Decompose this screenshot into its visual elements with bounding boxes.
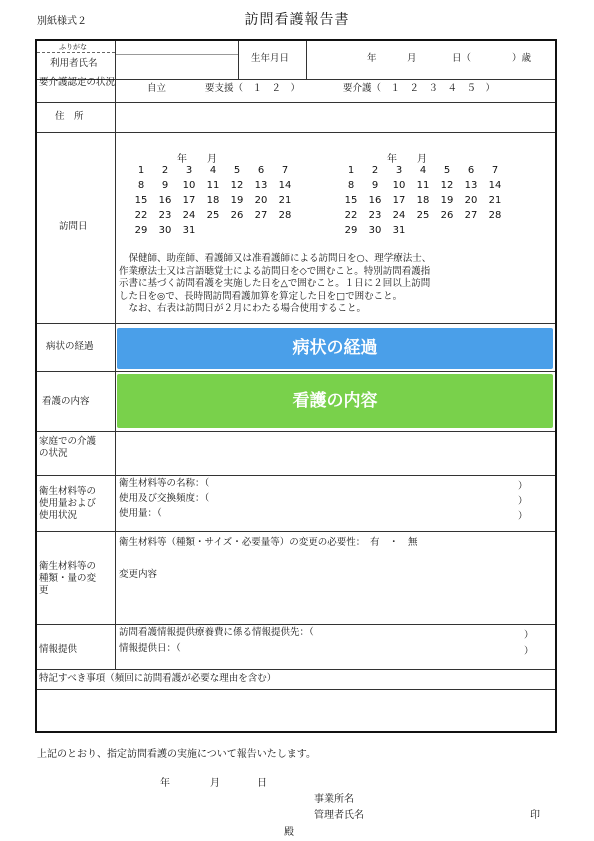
- label-column-divider: [115, 41, 116, 669]
- page-title: 訪問看護報告書: [244, 12, 350, 28]
- calendar-day[interactable]: 16: [158, 195, 172, 206]
- care-required[interactable]: 要介護（ １ ２ ３ ４ ５ ）: [343, 83, 496, 94]
- form-code: 別紙様式２: [37, 16, 87, 27]
- calendar-day[interactable]: 20: [464, 195, 478, 206]
- dob-year: 年: [367, 53, 377, 64]
- supply-amount-line[interactable]: 使用量：（: [119, 508, 162, 519]
- visit-notes: [119, 253, 541, 316]
- furigana-divider: [115, 54, 238, 55]
- calendar-day[interactable]: 25: [206, 210, 220, 221]
- label-line: 種類・量の変: [39, 573, 97, 584]
- calendar-day[interactable]: 27: [254, 210, 268, 221]
- patient-name-field[interactable]: [119, 57, 234, 75]
- calendar-day[interactable]: 24: [182, 210, 196, 221]
- supplies-usage-label: [39, 486, 96, 522]
- supplies-change-label: [39, 561, 96, 597]
- note-line: した日を◎で、長時間訪問看護加算を算定した日を□で囲むこと。: [119, 290, 403, 302]
- furigana-field[interactable]: [119, 42, 234, 53]
- calendar-day[interactable]: 19: [230, 195, 244, 206]
- office-name-label: 事業所名: [314, 794, 354, 805]
- calendar-day[interactable]: 25: [416, 210, 430, 221]
- calendar-left: [132, 150, 292, 240]
- calendar-day[interactable]: 4: [419, 165, 427, 176]
- condition-label: 病状の経過: [46, 341, 94, 352]
- calendar-day[interactable]: 21: [278, 195, 292, 206]
- paren-close: ）: [524, 646, 534, 657]
- calendar-day[interactable]: 5: [443, 165, 451, 176]
- calendar-day[interactable]: 10: [182, 180, 196, 191]
- calendar-day[interactable]: 12: [230, 180, 244, 191]
- calendar-day[interactable]: 2: [371, 165, 379, 176]
- label-line: 衛生材料等の: [39, 561, 97, 572]
- closing-year: 年: [160, 778, 170, 789]
- manager-name-label: 管理者氏名: [314, 810, 364, 821]
- calendar-day[interactable]: 31: [392, 225, 406, 236]
- paren-close: ）: [518, 511, 528, 522]
- calendar-day[interactable]: 8: [347, 180, 355, 191]
- home-care-field[interactable]: [119, 435, 551, 471]
- supply-change-necessity[interactable]: 衛生材料等（種類・サイズ・必要量等）の変更の必要性： 有 ・ 無: [119, 537, 418, 548]
- calendar-day[interactable]: 29: [344, 225, 358, 236]
- furigana-label: ふりがな: [59, 43, 87, 51]
- calendar-day[interactable]: 30: [158, 225, 172, 236]
- nursing-banner[interactable]: 看護の内容: [117, 374, 553, 428]
- label-line: 衛生材料等の: [39, 486, 97, 497]
- note-line: なお、右表は訪問日が２月にわたる場合使用すること。: [119, 303, 367, 315]
- calendar-day[interactable]: 3: [185, 165, 193, 176]
- calendar-day[interactable]: 15: [134, 195, 148, 206]
- dob-label: 生年月日: [251, 53, 290, 64]
- calendar-day[interactable]: 17: [182, 195, 196, 206]
- calendar-day[interactable]: 23: [368, 210, 382, 221]
- calendar-day[interactable]: 29: [134, 225, 148, 236]
- calendar-day[interactable]: 15: [344, 195, 358, 206]
- calendar-header: 年 月: [387, 154, 427, 165]
- calendar-day[interactable]: 19: [440, 195, 454, 206]
- supply-name-line[interactable]: 衛生材料等の名称：（: [119, 478, 210, 489]
- note-line: 示書に基づく訪問看護を実施した日を△で囲むこと。１日に２回以上訪問: [119, 278, 431, 290]
- calendar-right: [342, 150, 502, 240]
- calendar-day[interactable]: 7: [491, 165, 499, 176]
- calendar-day[interactable]: 27: [464, 210, 478, 221]
- calendar-day[interactable]: 12: [440, 180, 454, 191]
- report-form: [35, 39, 557, 733]
- visit-days-label: 訪問日: [59, 221, 88, 232]
- row-divider: [37, 669, 555, 670]
- calendar-day[interactable]: 26: [440, 210, 454, 221]
- calendar-header: 年 月: [177, 154, 217, 165]
- calendar-day[interactable]: 31: [182, 225, 196, 236]
- closing-day: 日: [257, 778, 267, 789]
- label-line: 使用状況: [39, 510, 78, 521]
- label-line: 家庭での介護: [39, 436, 97, 447]
- calendar-day[interactable]: 24: [392, 210, 406, 221]
- calendar-day[interactable]: 14: [278, 180, 292, 191]
- calendar-day[interactable]: 17: [392, 195, 406, 206]
- nursing-label: 看護の内容: [42, 396, 90, 407]
- supply-change-content[interactable]: 変更内容: [119, 569, 158, 580]
- home-care-label: [39, 436, 96, 460]
- calendar-day[interactable]: 6: [257, 165, 265, 176]
- calendar-day[interactable]: 1: [347, 165, 355, 176]
- paren-close: ）: [524, 630, 534, 641]
- calendar-day[interactable]: 3: [395, 165, 403, 176]
- calendar-day[interactable]: 20: [254, 195, 268, 206]
- calendar-day[interactable]: 11: [416, 180, 430, 191]
- paren-close: ）: [518, 496, 528, 507]
- label-line: 更: [39, 585, 49, 596]
- info-date-line[interactable]: 情報提供日：（: [119, 643, 181, 654]
- calendar-day[interactable]: 23: [158, 210, 172, 221]
- care-independent[interactable]: 自立: [147, 83, 167, 94]
- calendar-day[interactable]: 30: [368, 225, 382, 236]
- special-notes-label: 特記すべき事項（頻回に訪問看護が必要な理由を含む）: [39, 673, 277, 684]
- calendar-day[interactable]: 5: [233, 165, 241, 176]
- paren-close: ）: [518, 481, 528, 492]
- note-line: 作業療法士又は言語聴覚士による訪問日を◇で囲むこと。特別訪問看護指: [119, 265, 431, 277]
- address-label: 住 所: [55, 111, 84, 122]
- calendar-day[interactable]: 22: [344, 210, 358, 221]
- closing-statement: 上記のとおり、指定訪問看護の実施について報告いたします。: [37, 749, 316, 760]
- calendar-day[interactable]: 9: [161, 180, 169, 191]
- dob-day: 日（: [452, 53, 472, 64]
- row-divider: [37, 689, 555, 690]
- col-divider: [238, 41, 239, 79]
- col-divider: [306, 41, 307, 79]
- condition-banner[interactable]: 病状の経過: [117, 328, 553, 369]
- calendar-day[interactable]: 4: [209, 165, 217, 176]
- calendar-day[interactable]: 7: [281, 165, 289, 176]
- label-line: の状況: [39, 448, 68, 459]
- seal-mark: 印: [530, 810, 540, 821]
- info-recipient-line[interactable]: 訪問看護情報提供療養費に係る情報提供先：（: [119, 627, 314, 638]
- calendar-day[interactable]: 9: [371, 180, 379, 191]
- info-label: 情報提供: [39, 644, 78, 655]
- honorific: 殿: [284, 827, 294, 838]
- calendar-day[interactable]: 2: [161, 165, 169, 176]
- calendar-day[interactable]: 18: [206, 195, 220, 206]
- calendar-day[interactable]: 21: [488, 195, 502, 206]
- closing-month: 月: [210, 778, 220, 789]
- calendar-day[interactable]: 28: [488, 210, 502, 221]
- label-line: 使用量および: [39, 498, 97, 509]
- care-support[interactable]: 要支援（ １ ２ ）: [205, 83, 301, 94]
- address-field[interactable]: [119, 105, 549, 129]
- calendar-day[interactable]: 6: [467, 165, 475, 176]
- calendar-day[interactable]: 13: [254, 180, 268, 191]
- dob-month: 月: [407, 53, 417, 64]
- supply-frequency-line[interactable]: 使用及び交換頻度：（: [119, 493, 210, 504]
- dob-age: ）歳: [512, 53, 532, 64]
- calendar-day[interactable]: 13: [464, 180, 478, 191]
- calendar-day[interactable]: 26: [230, 210, 244, 221]
- calendar-day[interactable]: 18: [416, 195, 430, 206]
- special-notes-field[interactable]: [39, 693, 553, 729]
- care-level-label: 要介護認定の状況: [39, 77, 116, 88]
- calendar-day[interactable]: 14: [488, 180, 502, 191]
- calendar-day[interactable]: 16: [368, 195, 382, 206]
- calendar-day[interactable]: 22: [134, 210, 148, 221]
- calendar-day[interactable]: 1: [137, 165, 145, 176]
- note-line: 保健師、助産師、看護師又は准看護師による訪問日を○、理学療法士、: [119, 253, 432, 264]
- calendar-day[interactable]: 28: [278, 210, 292, 221]
- calendar-day[interactable]: 11: [206, 180, 220, 191]
- patient-name-label: 利用者氏名: [50, 58, 98, 69]
- calendar-day[interactable]: 8: [137, 180, 145, 191]
- calendar-day[interactable]: 10: [392, 180, 406, 191]
